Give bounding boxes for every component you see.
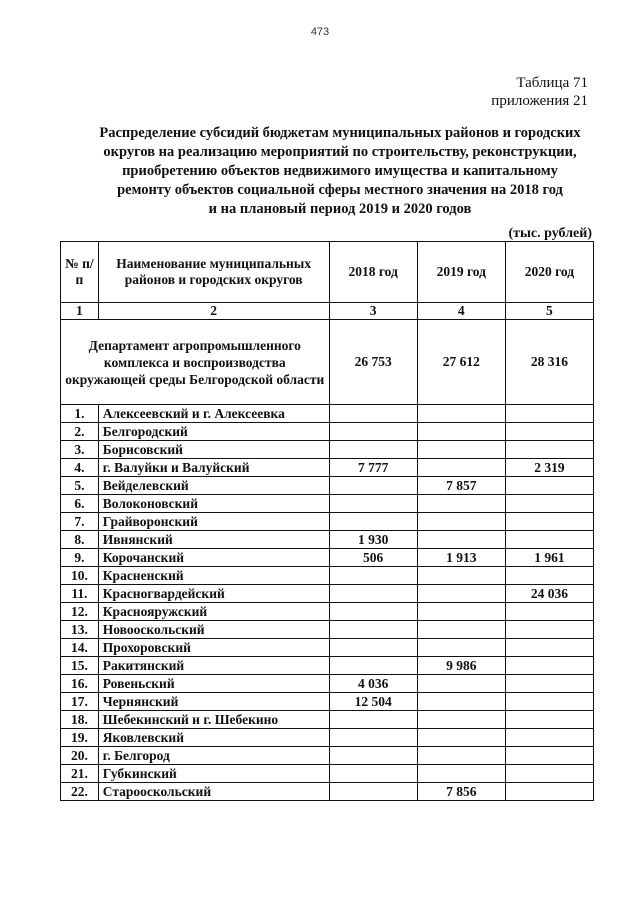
header-2018: 2018 год [329,242,417,303]
title-line: и на плановый период 2019 и 2020 годов [208,201,472,217]
value-2019 [417,441,505,459]
table-row [61,423,594,441]
value-2018 [329,567,417,585]
value-2020 [505,711,593,729]
district-name: Волоконовский [98,495,329,513]
table-row [61,477,594,495]
row-number: 17. [61,693,99,711]
value-2020 [505,531,593,549]
value-2018: 4 036 [329,675,417,693]
row-number: 12. [61,603,99,621]
table-row [61,729,594,747]
district-name: Губкинский [98,765,329,783]
value-2018 [329,783,417,801]
district-name: г. Валуйки и Валуйский [98,459,329,477]
value-2020 [505,783,593,801]
department-name: Департамент агропромышленного комплекса и воспроизводства окружающей среды Белгородской области [61,320,330,405]
row-number: 3. [61,441,99,459]
value-2018 [329,621,417,639]
district-name: Корочанский [98,549,329,567]
value-2019 [417,495,505,513]
value-2018 [329,747,417,765]
value-2019 [417,747,505,765]
district-name: Ракитянский [98,657,329,675]
table-row [61,765,594,783]
title-line: Распределение субсидий бюджетам муниципальных районов и городских [99,125,581,141]
header-name: Наименование муниципальных районов и городских округов [98,242,329,303]
table-row [61,567,594,585]
title-line: округов на реализацию мероприятий по строительству, реконструкции, [103,144,577,160]
value-2020 [505,603,593,621]
column-index: 1 [61,303,99,320]
value-2018 [329,603,417,621]
value-2018 [329,729,417,747]
appendix-reference: приложения 21 [491,93,588,109]
value-2019 [417,603,505,621]
value-2019 [417,639,505,657]
district-name: г. Белгород [98,747,329,765]
value-2020 [505,639,593,657]
value-2018: 12 504 [329,693,417,711]
value-2020: 1 961 [505,549,593,567]
column-index: 5 [505,303,593,320]
value-2019: 7 857 [417,477,505,495]
row-number: 10. [61,567,99,585]
value-2018 [329,423,417,441]
value-2020 [505,423,593,441]
table-row [61,459,594,477]
value-2019: 1 913 [417,549,505,567]
row-number: 16. [61,675,99,693]
value-2018 [329,657,417,675]
district-name: Новооскольский [98,621,329,639]
value-2018 [329,513,417,531]
table-row [61,603,594,621]
table-header-row [61,242,594,303]
row-number: 20. [61,747,99,765]
row-number: 11. [61,585,99,603]
value-2018 [329,405,417,423]
value-2020 [505,747,593,765]
table-reference [491,74,588,110]
title-line: ремонту объектов социальной сферы местного значения на 2018 год [117,182,563,198]
department-2020: 28 316 [505,320,593,405]
table-row [61,531,594,549]
value-2020 [505,405,593,423]
value-2019 [417,459,505,477]
value-2019 [417,765,505,783]
value-2020 [505,765,593,783]
table-row [61,585,594,603]
value-2020 [505,657,593,675]
value-2018 [329,495,417,513]
value-2018: 1 930 [329,531,417,549]
table-row [61,621,594,639]
value-2020 [505,477,593,495]
value-2020: 2 319 [505,459,593,477]
table-row [61,711,594,729]
value-2018 [329,441,417,459]
row-number: 18. [61,711,99,729]
district-name: Ивнянский [98,531,329,549]
value-2020 [505,567,593,585]
row-number: 15. [61,657,99,675]
value-2018 [329,477,417,495]
value-2020 [505,441,593,459]
table-row [61,675,594,693]
table-row [61,747,594,765]
row-number: 8. [61,531,99,549]
table-row [61,657,594,675]
row-number: 6. [61,495,99,513]
table-row [61,513,594,531]
value-2018 [329,711,417,729]
value-2019 [417,729,505,747]
row-number: 14. [61,639,99,657]
district-name: Грайворонский [98,513,329,531]
value-2019: 9 986 [417,657,505,675]
district-name: Краснояружский [98,603,329,621]
value-2019 [417,567,505,585]
value-2019 [417,513,505,531]
units-label: (тыс. рублей) [508,226,592,241]
district-name: Красногвардейский [98,585,329,603]
value-2019 [417,711,505,729]
district-name: Старооскольский [98,783,329,801]
table-row [61,549,594,567]
value-2018 [329,585,417,603]
value-2020 [505,675,593,693]
row-number: 9. [61,549,99,567]
table-row [61,441,594,459]
district-name: Ровеньский [98,675,329,693]
column-index: 2 [98,303,329,320]
subsidy-table [60,241,594,801]
value-2020 [505,693,593,711]
header-2020: 2020 год [505,242,593,303]
row-number: 4. [61,459,99,477]
header-2019: 2019 год [417,242,505,303]
value-2019 [417,423,505,441]
value-2020 [505,621,593,639]
district-name: Прохоровский [98,639,329,657]
district-name: Чернянский [98,693,329,711]
district-name: Борисовский [98,441,329,459]
table-row [61,495,594,513]
row-number: 21. [61,765,99,783]
department-2019: 27 612 [417,320,505,405]
district-name: Алексеевский и г. Алексеевка [98,405,329,423]
district-name: Вейделевский [98,477,329,495]
table-row [61,405,594,423]
value-2019 [417,585,505,603]
value-2020: 24 036 [505,585,593,603]
row-number: 5. [61,477,99,495]
row-number: 2. [61,423,99,441]
table-row [61,783,594,801]
value-2020 [505,513,593,531]
department-row [61,320,594,405]
row-number: 19. [61,729,99,747]
value-2019 [417,621,505,639]
page-number: 473 [310,26,330,38]
table-number: Таблица 71 [516,75,588,91]
table-row [61,693,594,711]
table-row [61,639,594,657]
column-index-row [61,303,594,320]
department-2018: 26 753 [329,320,417,405]
header-num: № п/п [61,242,99,303]
value-2019 [417,405,505,423]
document-title [60,124,620,219]
column-index: 3 [329,303,417,320]
district-name: Белгородский [98,423,329,441]
value-2018 [329,765,417,783]
row-number: 1. [61,405,99,423]
value-2020 [505,495,593,513]
district-name: Шебекинский и г. Шебекино [98,711,329,729]
value-2019 [417,693,505,711]
row-number: 7. [61,513,99,531]
row-number: 13. [61,621,99,639]
row-number: 22. [61,783,99,801]
title-line: приобретению объектов недвижимого имущества и капитальному [122,163,558,179]
value-2018: 7 777 [329,459,417,477]
value-2018 [329,639,417,657]
value-2020 [505,729,593,747]
district-name: Красненский [98,567,329,585]
value-2018: 506 [329,549,417,567]
value-2019 [417,531,505,549]
column-index: 4 [417,303,505,320]
value-2019 [417,675,505,693]
district-name: Яковлевский [98,729,329,747]
value-2019: 7 856 [417,783,505,801]
